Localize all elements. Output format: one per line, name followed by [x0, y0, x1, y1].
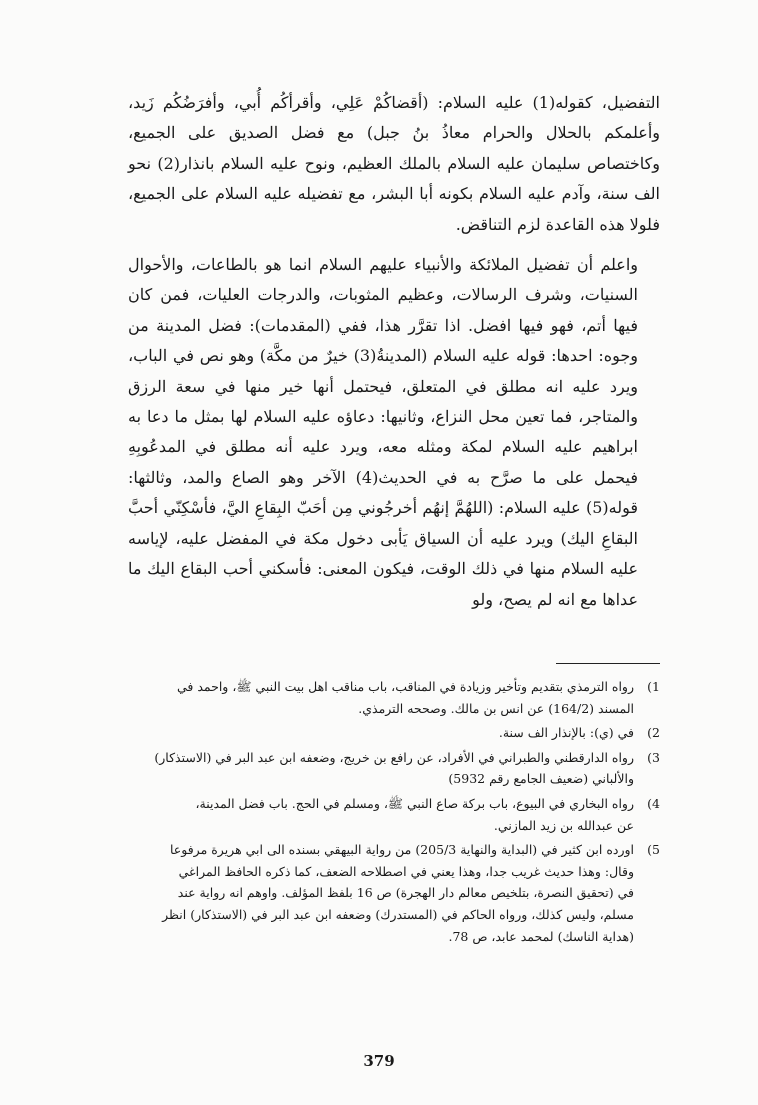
text-line: المدينة من وجوه: احدها: قوله عليه السلام (المدينةُ(3) خيرٌ من مكَّة) وهو نص في [128, 315, 639, 366]
text-line: والأحوال السنيات، وشرف الرسالات، وعظيم المثوبات، والدرجات العليات، [128, 255, 638, 305]
footnote-line: المسند (164/2) عن انس بن مالك. وصححه الترمذي. [358, 700, 634, 716]
text-line: الباب، ويرد عليه انه مطلق في المتعلق، فيحتمل أنها خير منها في سعة الرزق [128, 346, 638, 396]
text-line: واعلم أن تفضيل الملائكة والأنبياء عليهم السلام انما هو بالطاعات، [190, 255, 638, 275]
footnote-5 [128, 839, 660, 947]
footnote-line: عن عبدالله بن زيد المازني. [493, 817, 634, 833]
footnote-separator [556, 663, 660, 664]
text-line: والمتاجر، فما تعين محل النزاع، وثانيها: دعاؤه عليه السلام لها بمثل ما دعا به [128, 407, 638, 427]
footnote-3 [128, 747, 660, 790]
text-line: ما صرَّح به في الحديث(4) الآخر وهو الصاع والمد، وثالثها: قوله(5) عليه السلام: [128, 467, 638, 518]
footnote-line: (هداية الناسك) لمحمد عابد، ص 78. [448, 928, 634, 944]
paragraph-2 [128, 250, 660, 615]
footnote-number: 4) [647, 795, 660, 811]
footnote-line: وقال: وهذا حديث غريب جدا، وهذا يعني في اصطلاحه الضعف، كما ذكره الحافظ المراغي [178, 863, 634, 879]
footnote-line: اورده ابن كثير في (البداية والنهاية 205/3) من رواية البيهقي بسنده الى ابي هريرة مرفوعا [169, 842, 634, 858]
footnote-line: في (تحقيق النصرة، بتلخيص معالم دار الهجرة) ص 16 بلفظ المؤلف. واوهم انه رواية عند [177, 885, 634, 901]
text-line: وكاختصاص سليمان عليه السلام بالملك العظيم، ونوح عليه السلام بانذار(2) نحو [128, 153, 661, 173]
footnotes [128, 676, 660, 950]
footnote-line: والألباني (ضعيف الجامع رقم 5932) [448, 771, 634, 787]
paragraph-1 [128, 88, 660, 240]
text-line: ابراهيم عليه السلام لمكة ومثله معه، ويرد عليه أنه مطلق في المدعُوبِهِ فيحمل على [128, 437, 639, 487]
text-line: الف سنة، وآدم عليه السلام بكونه أبا البشر، مع تفضيله عليه السلام على [181, 184, 660, 204]
main-body-text [128, 88, 660, 615]
text-line: (اللهُمَّ إنهُم أخرجُوني مِن أحَبّ البِقاعِ اليَّ، فأسْكِنّي أحبَّ البقاعِ اليك) ويرد [128, 498, 639, 548]
footnote-2 [128, 722, 660, 744]
text-line: وأعلمكم بالحلال والحرام معاذُ بنُ جبل) مع فضل الصديق على الجميع، [128, 123, 660, 143]
footnote-number: 3) [647, 749, 660, 765]
footnote-line: في (ي): بالإنذار الف سنة. [498, 725, 634, 741]
footnote-4 [128, 793, 660, 836]
footnote-line: رواه الدارقطني والطبراني في الأفراد، عن رافع بن خريج، وضعفه ابن عبد البر في (الاستذكار) [154, 749, 634, 765]
text-line: عليه أن السياق يَأبى دخول مكة في المفضل عليه، لإياسه عليه السلام منها في ذلك [128, 528, 638, 579]
footnote-1 [128, 676, 660, 719]
text-line: فمن كان فيها أتم، فهو فيها افضل. اذا تقرَّر هذا، ففي (المقدمات): فضل [128, 285, 638, 335]
footnote-line: رواه الترمذي بتقديم وتأخير وزيادة في المناقب، باب مناقب اهل بيت النبي ﷺ، واحمد في [176, 679, 634, 694]
text-line: التفضيل، كقوله(1) عليه السلام: (أقضاكُمْ عَلِي، وأقرأكُم أُبي، وأفرَضُكُم زَيد، [128, 93, 661, 112]
footnote-number: 5) [647, 842, 660, 858]
text-line: الوقت، فيكون المعنى: فأسكني أحب البقاع اليك ما عداها مع انه لم يصح، ولو [128, 559, 638, 609]
footnote-number: 1) [647, 679, 660, 694]
footnote-number: 2) [647, 725, 660, 741]
footnote-line: مسلم، وليس كذلك، ورواه الحاكم في (المستدرك) وضعفه ابن عبد البر في (الاستذكار) انظر [162, 906, 634, 922]
page-number: 379 [363, 1052, 395, 1070]
text-line: الجميع، فلولا هذه القاعدة لزم التناقض. [128, 184, 660, 234]
footnote-line: رواه البخاري في البيوع، باب بركة صاع النبي ﷺ، ومسلم في الحج. باب فضل المدينة، [195, 795, 634, 811]
